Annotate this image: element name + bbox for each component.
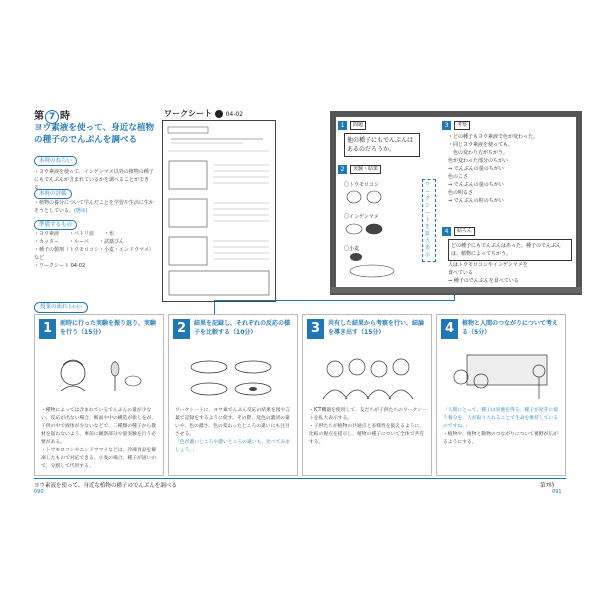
- eval-ref: (態①): [74, 208, 88, 214]
- step-time: （15分）: [358, 329, 385, 336]
- step-body-line: 「色が濃いところや濃いところの違いも、比べてみましょう。」: [175, 440, 291, 453]
- consideration-line: 色が変わった部分のちがい: [448, 158, 508, 164]
- step-body-line: 「人間にとって、種子は栄養を得る。種子が発芽に使う養分を、人が取り入れることで生命を維持しているのですね。」: [443, 408, 559, 429]
- worksheet-image: [162, 120, 276, 302]
- board-vertical-note: ワークシートを拡大表示: [422, 179, 436, 262]
- step-number: 4: [441, 319, 458, 339]
- step-title-text: 植物と人間のつながりについて考える: [462, 320, 558, 336]
- worksheet-heading: [164, 108, 243, 119]
- conclusion-line: 食べている: [448, 270, 474, 276]
- step-title-text: 共有した結果から考察を行い、結論を導き出す: [328, 320, 425, 336]
- board-question-text: 他の種子にもでんぷんはあるのだろうか。: [344, 133, 420, 157]
- step-body-line: ・トウモロコシやエンドウマメなどは、冷凍食品を解凍したもので対応できる。小麦の場合、種子が固いので、分割して代用する。: [41, 448, 157, 469]
- consideration-line: ⇒ でんぷんの量のちがい: [448, 182, 504, 188]
- step-panel-3: [302, 314, 432, 476]
- board-question-label: 問題: [350, 121, 366, 130]
- step-number: 1: [39, 319, 56, 339]
- period-suffix: 時: [60, 111, 70, 122]
- step-title-text: 前時に行った実験を振り返り、実験を行う: [60, 320, 157, 336]
- step-illustration: [45, 351, 153, 401]
- board-consideration-number: 3: [442, 121, 451, 130]
- board-seed-3: 〇小麦: [344, 246, 360, 252]
- step-title-text: 結果を記録し、それぞれの反応の様子を比較する: [194, 320, 291, 336]
- step-time: （15分）: [78, 329, 105, 336]
- step-body-line: ・子供たちが植物の共通点と多様性を扱えるように、比較の視点を提示し、植物の種子について全体で共有する。: [309, 424, 425, 445]
- step-panel-4: [436, 314, 566, 476]
- footer-left-page: 090: [34, 489, 44, 495]
- step-body: [41, 407, 159, 471]
- step-panel-2: [168, 314, 298, 476]
- board-consideration-lines: [448, 133, 572, 205]
- step-illustration: [179, 351, 287, 401]
- conclusion-line: ⇒ 種子のでんぷんを食べている: [448, 278, 519, 284]
- board-seed-1: 〇トウモロコシ: [344, 182, 380, 188]
- step-body: [443, 407, 561, 447]
- step-body: [309, 407, 427, 447]
- step-panel-1: [34, 314, 164, 476]
- aim-label: 本時のねらい: [34, 156, 77, 166]
- footer-right-page: 091: [552, 489, 562, 495]
- prep-label: 準備するもの: [34, 220, 77, 230]
- flow-tag: 授業の流れ ▷▷▷: [34, 302, 88, 313]
- worksheet-code: 04-02: [225, 111, 244, 118]
- step-number: 2: [173, 319, 190, 339]
- step-body: [175, 407, 293, 455]
- blackboard: [330, 111, 582, 295]
- step-title: [328, 319, 428, 337]
- board-seed-drawings: [344, 189, 416, 289]
- connector-line: [454, 293, 455, 301]
- worksheet-title: ワークシート: [164, 109, 212, 118]
- consideration-line: ・同じヨウ素液を使っても、: [448, 142, 514, 148]
- board-question-number: 1: [338, 121, 347, 130]
- prep-item: ・ヨウ素液 ・ペトリ皿 ・布: [34, 231, 115, 237]
- lesson-title: ヨウ素液を使って、身近な植物の種子のでんぷんを調べる: [34, 123, 155, 145]
- footer-divider: [34, 478, 566, 479]
- footer-right-title: 第7時: [540, 483, 555, 489]
- step-time: （10分）: [230, 329, 257, 336]
- step-body-line: ・ICT機器を使用して、友だちが子供たちのワークシートを拡大表示する。: [309, 408, 427, 421]
- consideration-line: 色の変わり方がちがう。: [448, 150, 509, 156]
- consideration-line: 色の明るさ: [448, 190, 474, 196]
- blackboard-tray: [330, 287, 582, 293]
- step-title: [60, 319, 160, 337]
- prep-item: ・ワークシート 04-02: [34, 263, 86, 269]
- step-time: （5分）: [468, 329, 491, 336]
- worksheet-drawing: [163, 121, 275, 301]
- prep-item: ・カッター ・ルーペ ・試薬びん: [34, 239, 124, 245]
- consideration-line: 色のこさ: [448, 174, 469, 180]
- eval-text-body: ・植物の養分について学んだことを学習や生活に生かそうとしている。: [34, 200, 154, 214]
- disc-icon: [215, 110, 223, 118]
- prep-list: [34, 230, 156, 270]
- board-experiment-number: 2: [338, 165, 347, 174]
- connector-line: [214, 300, 454, 301]
- board-conclusion-number: 4: [442, 227, 451, 236]
- board-conclusion-extra: [448, 261, 568, 285]
- board-experiment-label: 実験・結果: [350, 165, 381, 174]
- board-conclusion-text: どの種子にもでんぷんはあった。種子のでんぷんは、植物によってちがう。: [448, 239, 572, 261]
- consideration-line: ⇒ でんぷんの量のちがい: [448, 166, 504, 172]
- conclusion-line: 人はトウモロコシやインゲンマメを: [448, 262, 528, 268]
- prep-item: ・種子の製剤（トウモロコシ・小麦・エンドウマメ）など: [34, 247, 155, 261]
- eval-text: [34, 199, 156, 215]
- step-title: [462, 319, 562, 337]
- period-number: 7: [45, 110, 59, 124]
- consideration-line: ⇒ でんぷんの粒のちがい: [448, 198, 504, 204]
- step-illustration: [313, 351, 421, 401]
- board-conclusion-label: 結ろん: [454, 227, 475, 236]
- footer-left-title: ヨウ素液を使って、身近な植物の種子のでんぷんを調べる: [34, 483, 177, 489]
- step-body-line: ・種物によっては含まれているでんぷんの量が少ない。反応が出ない場合、断面や中の構造が新しをが、子供の中で液体が少ないなどで、二種類の種子から教材を扱わないよう、事前に観察部分や量実験を行う必要がある。: [41, 408, 157, 445]
- step-body-line: ・植物や、植物と動物のつながりについて視野が広がるようにする。: [443, 432, 558, 445]
- step-body-line: ワークシートに、ヨウ素でんぷん反応の結果を図や言葉で記録をするように促す。その際、変色の濃淡の違いや、色の濃さ、色の変わったところの違いにも注目させる。: [175, 408, 291, 437]
- connector-line: [214, 300, 215, 314]
- step-title: [194, 319, 294, 337]
- step-number: 3: [307, 319, 324, 339]
- eval-label: 本時の評価: [34, 189, 72, 199]
- step-illustration: [447, 351, 555, 401]
- consideration-line: ・どの種子もヨウ素液で色が変わった。: [448, 134, 538, 140]
- board-seed-2: 〇インゲンマメ: [344, 214, 379, 220]
- period-prefix: 第: [34, 111, 44, 122]
- aim-text: ・ヨウ素液を使って、インゲンマメ以外の植物の種子にもでんぷんが含まれているかを調べることができる。: [34, 169, 154, 191]
- board-consideration-label: 考察: [454, 121, 470, 130]
